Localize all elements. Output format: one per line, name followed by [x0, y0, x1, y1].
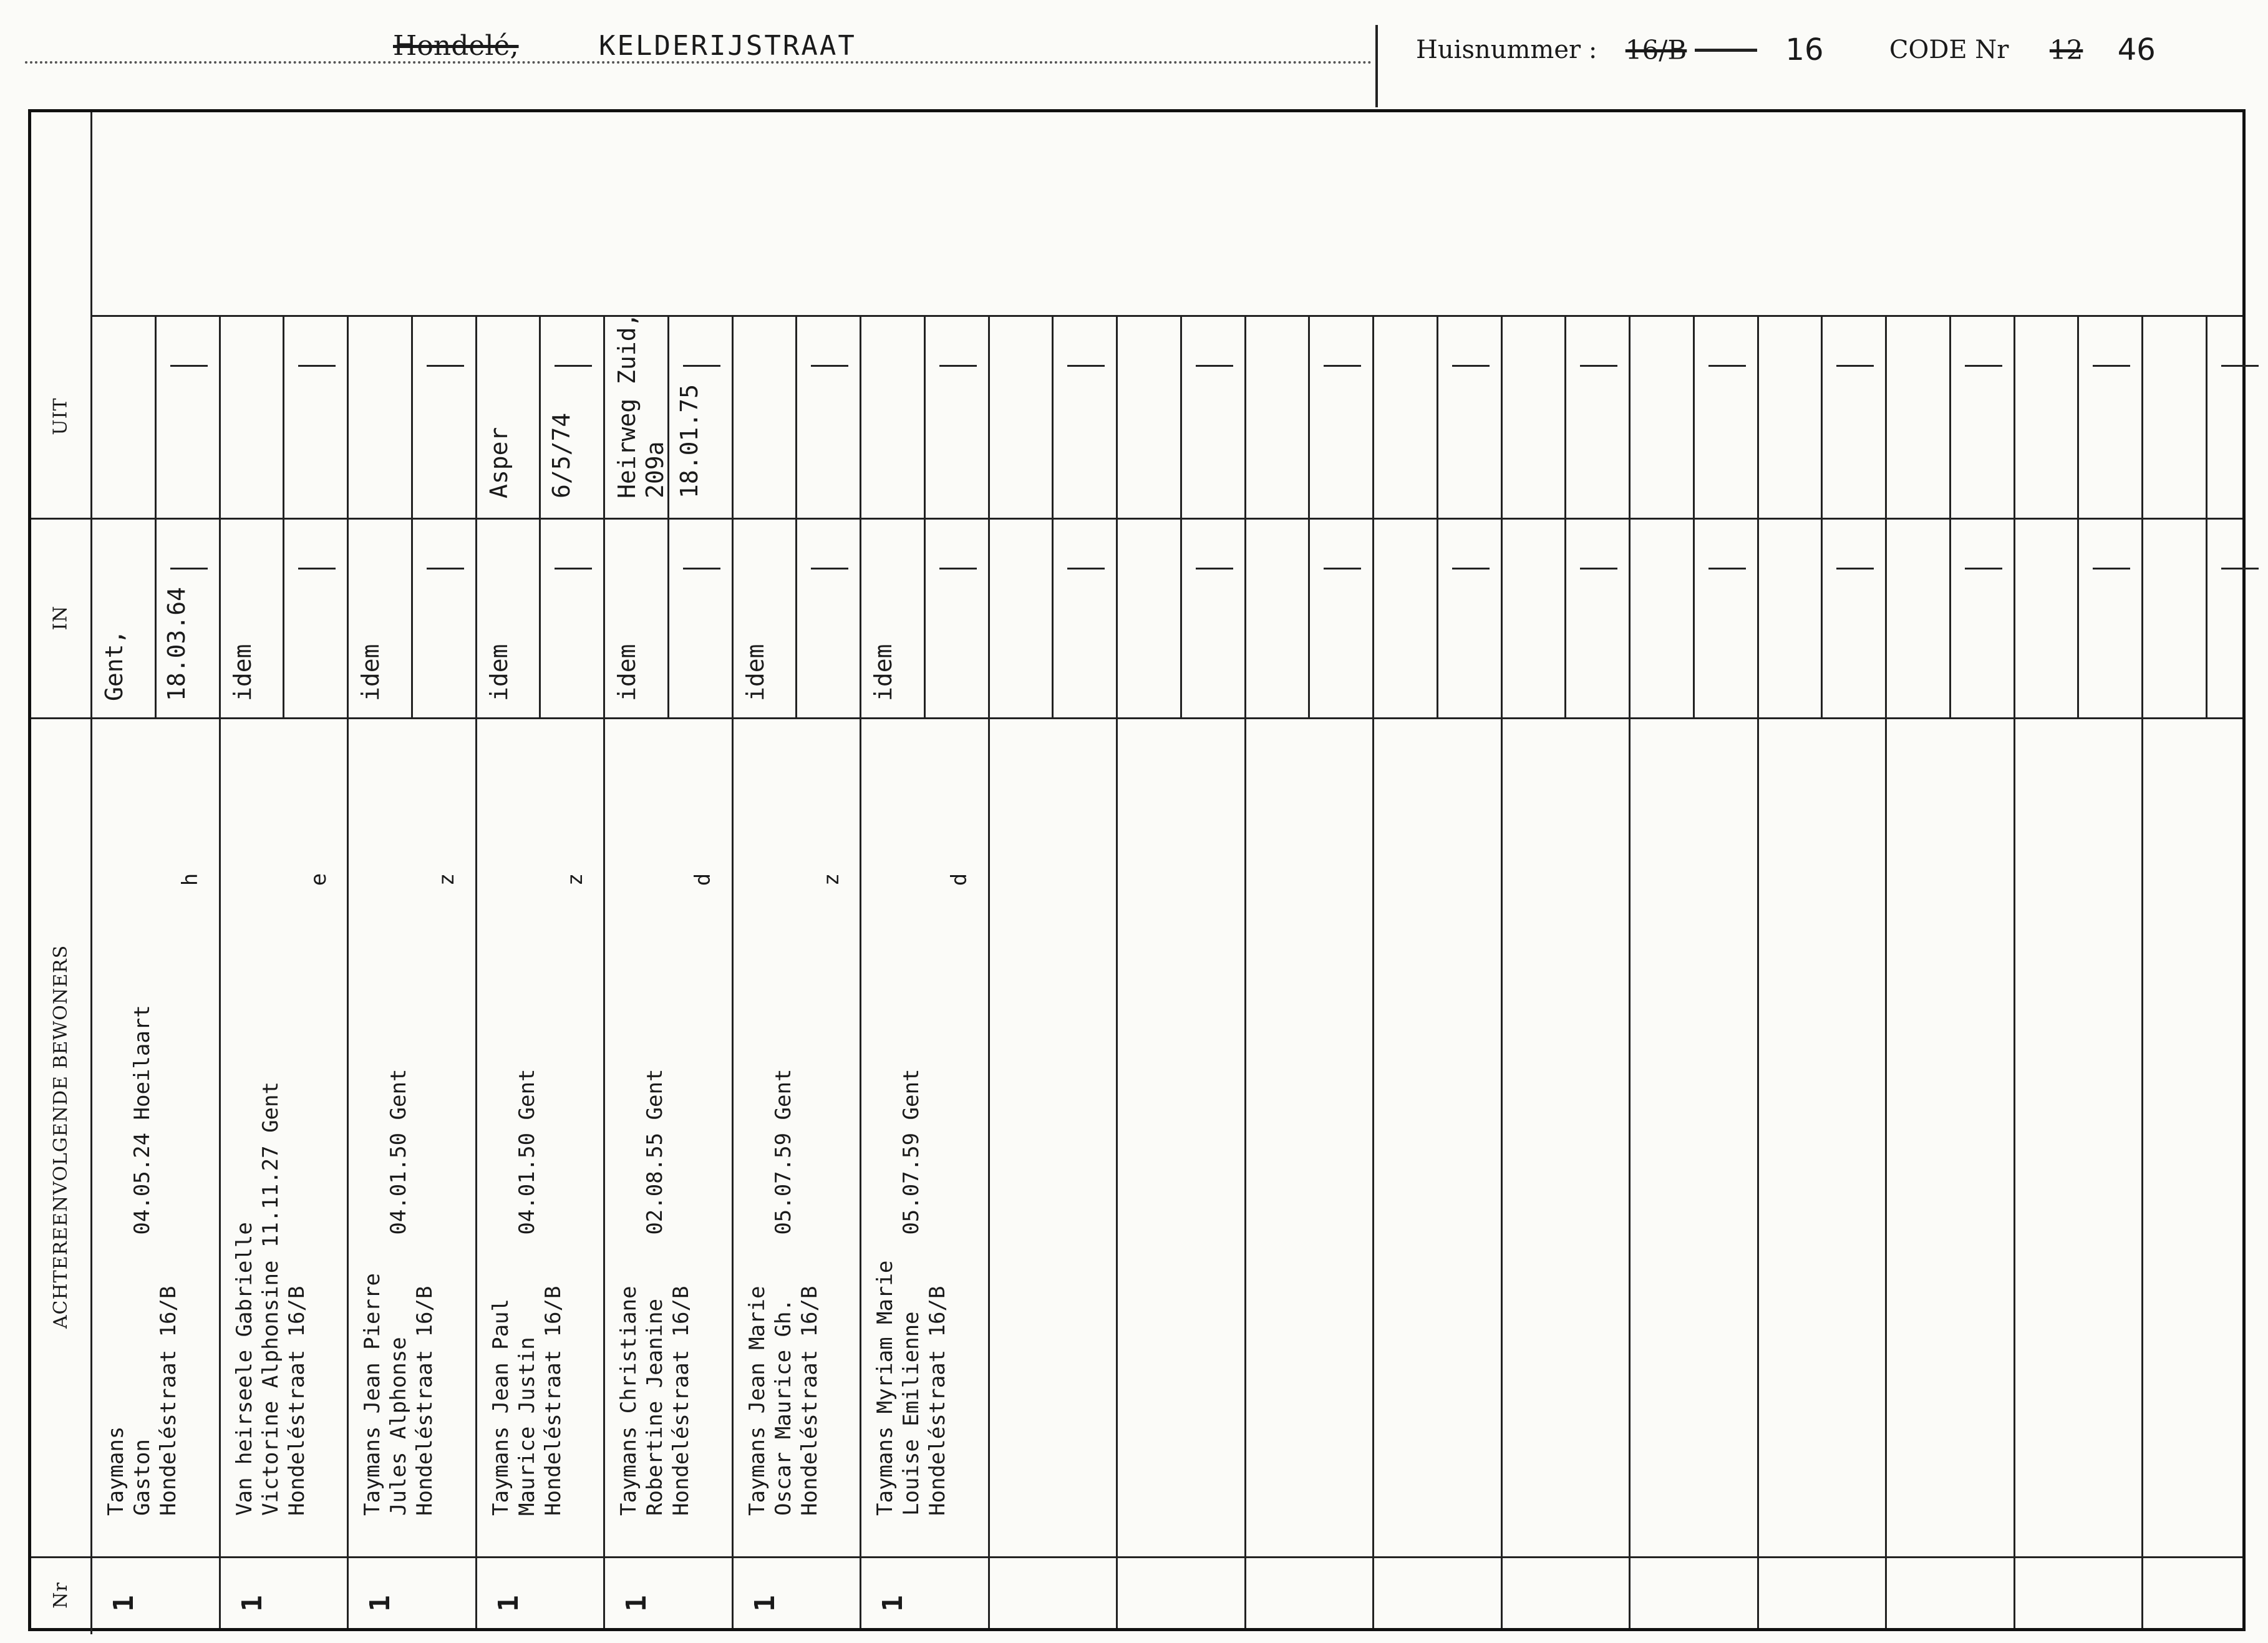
- in-half-divider: [1308, 518, 1310, 717]
- house-number-label: Huisnummer :: [1416, 36, 1597, 64]
- resident-line-3: Hondeléstraat 16/B: [669, 1286, 694, 1516]
- out-half-divider: [1693, 315, 1695, 518]
- residents-label-cell: [31, 717, 90, 1556]
- out-place-2: 209a: [641, 441, 669, 498]
- out-dash: [1965, 365, 2002, 367]
- in-half-divider: [1180, 518, 1182, 717]
- in-dash: [683, 568, 720, 569]
- out-dash: [1067, 365, 1105, 367]
- in-dash: [427, 568, 464, 569]
- out-half-divider: [1949, 315, 1951, 518]
- out-half-divider: [2077, 315, 2079, 518]
- resident-text: [744, 1069, 823, 1516]
- column-divider: [1116, 315, 1118, 1628]
- in-half-divider: [2206, 518, 2207, 717]
- resident-sex: z: [434, 873, 460, 886]
- resident-line-3: Hondeléstraat 16/B: [412, 1286, 437, 1516]
- resident-line-3: Hondeléstraat 16/B: [925, 1286, 950, 1516]
- street-field: [25, 25, 1372, 69]
- in-half-divider: [1052, 518, 1054, 717]
- in-dash: [1965, 568, 2002, 569]
- in-dash: [170, 568, 208, 569]
- resident-line-1: Van heirseele Gabrielle: [231, 1222, 257, 1516]
- code-old: 12: [2049, 34, 2083, 65]
- column-divider: [1372, 315, 1374, 1628]
- in-date: 18.03.64: [163, 586, 190, 701]
- nr-top-divider: [31, 1556, 2242, 1558]
- out-date: 18.01.75: [676, 384, 703, 498]
- in-dash: [1708, 568, 1746, 569]
- in-dash: [2093, 568, 2130, 569]
- column-divider: [1501, 315, 1503, 1628]
- street-old-name: Hondelé,: [393, 30, 519, 62]
- resident-text: [359, 1069, 438, 1516]
- out-dash: [1836, 365, 1874, 367]
- resident-line-2: Maurice Justin 04.01.50 Gent: [514, 1069, 540, 1516]
- resident-line-3: Hondeléstraat 16/B: [284, 1286, 309, 1516]
- out-half-divider: [1180, 315, 1182, 518]
- resident-line-3: Hondeléstraat 16/B: [797, 1286, 822, 1516]
- code-new: 46: [2117, 32, 2156, 67]
- in-dash: [1324, 568, 1361, 569]
- out-half-divider: [1564, 315, 1566, 518]
- in-place: idem: [357, 644, 384, 701]
- in-half-divider: [1693, 518, 1695, 717]
- in-place: idem: [870, 644, 897, 701]
- register-table: [28, 109, 2246, 1631]
- in-half-divider: [411, 518, 413, 717]
- out-half-divider: [539, 315, 541, 518]
- in-place: idem: [228, 644, 256, 701]
- in-place: idem: [485, 644, 513, 701]
- column-divider: [732, 315, 734, 1628]
- resident-sex: z: [562, 873, 588, 886]
- resident-text: [616, 1069, 694, 1516]
- out-column-label: UIT: [50, 397, 72, 435]
- top-blank-area: [31, 112, 90, 315]
- out-half-divider: [1437, 315, 1438, 518]
- in-half-divider: [1437, 518, 1438, 717]
- resident-line-2: Gaston 04.05.24 Hoeilaart: [130, 1005, 155, 1516]
- out-dash: [555, 365, 592, 367]
- resident-nr: 1: [749, 1595, 781, 1612]
- column-divider: [347, 315, 349, 1628]
- out-dash: [1708, 365, 1746, 367]
- resident-line-1: Taymans Jean Pierre: [360, 1273, 385, 1516]
- in-half-divider: [1564, 518, 1566, 717]
- in-place: Gent,: [100, 629, 128, 701]
- column-divider: [1757, 315, 1759, 1628]
- out-half-divider: [411, 315, 413, 518]
- resident-sex: d: [947, 873, 972, 886]
- header-divider: [1375, 25, 1378, 107]
- out-half-divider: [1821, 315, 1823, 518]
- code-label: CODE Nr: [1889, 36, 2009, 64]
- resident-line-1: Taymans Myriam Marie: [873, 1260, 898, 1516]
- resident-sex: d: [691, 873, 716, 886]
- resident-line-1: Taymans: [104, 1426, 128, 1516]
- column-divider: [1244, 315, 1246, 1628]
- out-half-divider: [1052, 315, 1054, 518]
- out-dash: [939, 365, 977, 367]
- in-dash: [555, 568, 592, 569]
- in-dash: [1196, 568, 1233, 569]
- in-top-divider: [31, 518, 2242, 520]
- in-dash: [939, 568, 977, 569]
- in-half-divider: [667, 518, 669, 717]
- out-date: 6/5/74: [547, 412, 575, 498]
- house-number-old: 16/B: [1625, 34, 1687, 65]
- in-label-cell: [31, 518, 90, 717]
- resident-nr: 1: [236, 1595, 268, 1612]
- in-dash: [811, 568, 848, 569]
- resident-line-1: Taymans Jean Paul: [488, 1299, 513, 1516]
- column-divider: [860, 315, 861, 1628]
- house-number-new: 16: [1785, 32, 1824, 67]
- in-half-divider: [283, 518, 284, 717]
- out-dash: [2093, 365, 2130, 367]
- in-place: idem: [741, 644, 769, 701]
- resident-line-2: Victorine Alphonsine 11.11.27 Gent: [258, 1082, 283, 1516]
- in-half-divider: [155, 518, 157, 717]
- out-dash: [1452, 365, 1490, 367]
- out-half-divider: [1308, 315, 1310, 518]
- column-divider: [1629, 315, 1631, 1628]
- in-half-divider: [539, 518, 541, 717]
- in-half-divider: [2077, 518, 2079, 717]
- resident-text: [488, 1069, 566, 1516]
- out-dash: [683, 365, 720, 367]
- out-dash: [1324, 365, 1361, 367]
- column-divider: [475, 315, 477, 1628]
- out-dash: [427, 365, 464, 367]
- in-place: idem: [613, 644, 641, 701]
- resident-text: [872, 1069, 951, 1516]
- resident-text: [231, 1082, 310, 1516]
- residents-column-label: ACHTEREENVOLGENDE BEWONERS: [50, 944, 72, 1329]
- resident-text: [103, 1005, 182, 1516]
- resident-nr: 1: [620, 1595, 652, 1612]
- in-dash: [298, 568, 336, 569]
- nr-label-cell: [31, 1556, 90, 1634]
- out-dash: [811, 365, 848, 367]
- resident-line-2: Louise Emilienne 05.07.59 Gent: [899, 1069, 924, 1516]
- in-half-divider: [1821, 518, 1823, 717]
- out-dash: [1196, 365, 1233, 367]
- in-dash: [1452, 568, 1490, 569]
- out-place: Heirweg Zuid,: [613, 313, 641, 498]
- in-half-divider: [924, 518, 926, 717]
- out-half-divider: [155, 315, 157, 518]
- resident-nr: 1: [876, 1595, 909, 1612]
- out-half-divider: [283, 315, 284, 518]
- out-dash: [170, 365, 208, 367]
- column-divider: [2014, 315, 2015, 1628]
- in-dash: [1067, 568, 1105, 569]
- resident-nr: 1: [107, 1595, 140, 1612]
- in-dash: [2221, 568, 2259, 569]
- label-column-divider: [90, 112, 92, 1634]
- out-dash: [2221, 365, 2259, 367]
- out-top-divider: [90, 315, 2242, 317]
- resident-line-1: Taymans Christiane: [616, 1286, 641, 1516]
- resident-nr: 1: [364, 1595, 396, 1612]
- out-place: Asper: [485, 427, 513, 498]
- in-half-divider: [1949, 518, 1951, 717]
- house-code-field: [1416, 32, 2156, 67]
- in-column-label: IN: [49, 604, 72, 631]
- resident-nr: 1: [492, 1595, 525, 1612]
- resident-line-2: Oscar Maurice Gh. 05.07.59 Gent: [770, 1069, 796, 1516]
- out-half-divider: [795, 315, 797, 518]
- out-half-divider: [2206, 315, 2207, 518]
- resident-sex: h: [178, 873, 203, 886]
- resident-line-3: Hondeléstraat 16/B: [540, 1286, 566, 1516]
- street-new-name: KELDERIJSTRAAT: [599, 30, 856, 62]
- resident-line-1: Taymans Jean Marie: [744, 1286, 770, 1516]
- nr-column-label: Nr: [50, 1582, 72, 1609]
- column-divider: [219, 315, 221, 1628]
- resident-line-2: Robertine Jeanine 02.08.55 Gent: [642, 1069, 667, 1516]
- out-label-cell: [31, 315, 90, 518]
- column-divider: [988, 315, 990, 1628]
- column-divider: [2141, 315, 2143, 1628]
- resident-sex: z: [818, 873, 844, 886]
- column-divider: [603, 315, 605, 1628]
- resident-sex: e: [306, 873, 331, 886]
- in-dash: [1580, 568, 1617, 569]
- column-divider: [1885, 315, 1887, 1628]
- in-half-divider: [795, 518, 797, 717]
- out-dash: [1580, 365, 1617, 367]
- resident-line-3: Hondeléstraat 16/B: [156, 1286, 181, 1516]
- resident-line-2: Jules Alphonse 04.01.50 Gent: [386, 1069, 411, 1516]
- out-half-divider: [924, 315, 926, 518]
- in-dash: [1836, 568, 1874, 569]
- residents-top-divider: [31, 717, 2242, 719]
- out-dash: [298, 365, 336, 367]
